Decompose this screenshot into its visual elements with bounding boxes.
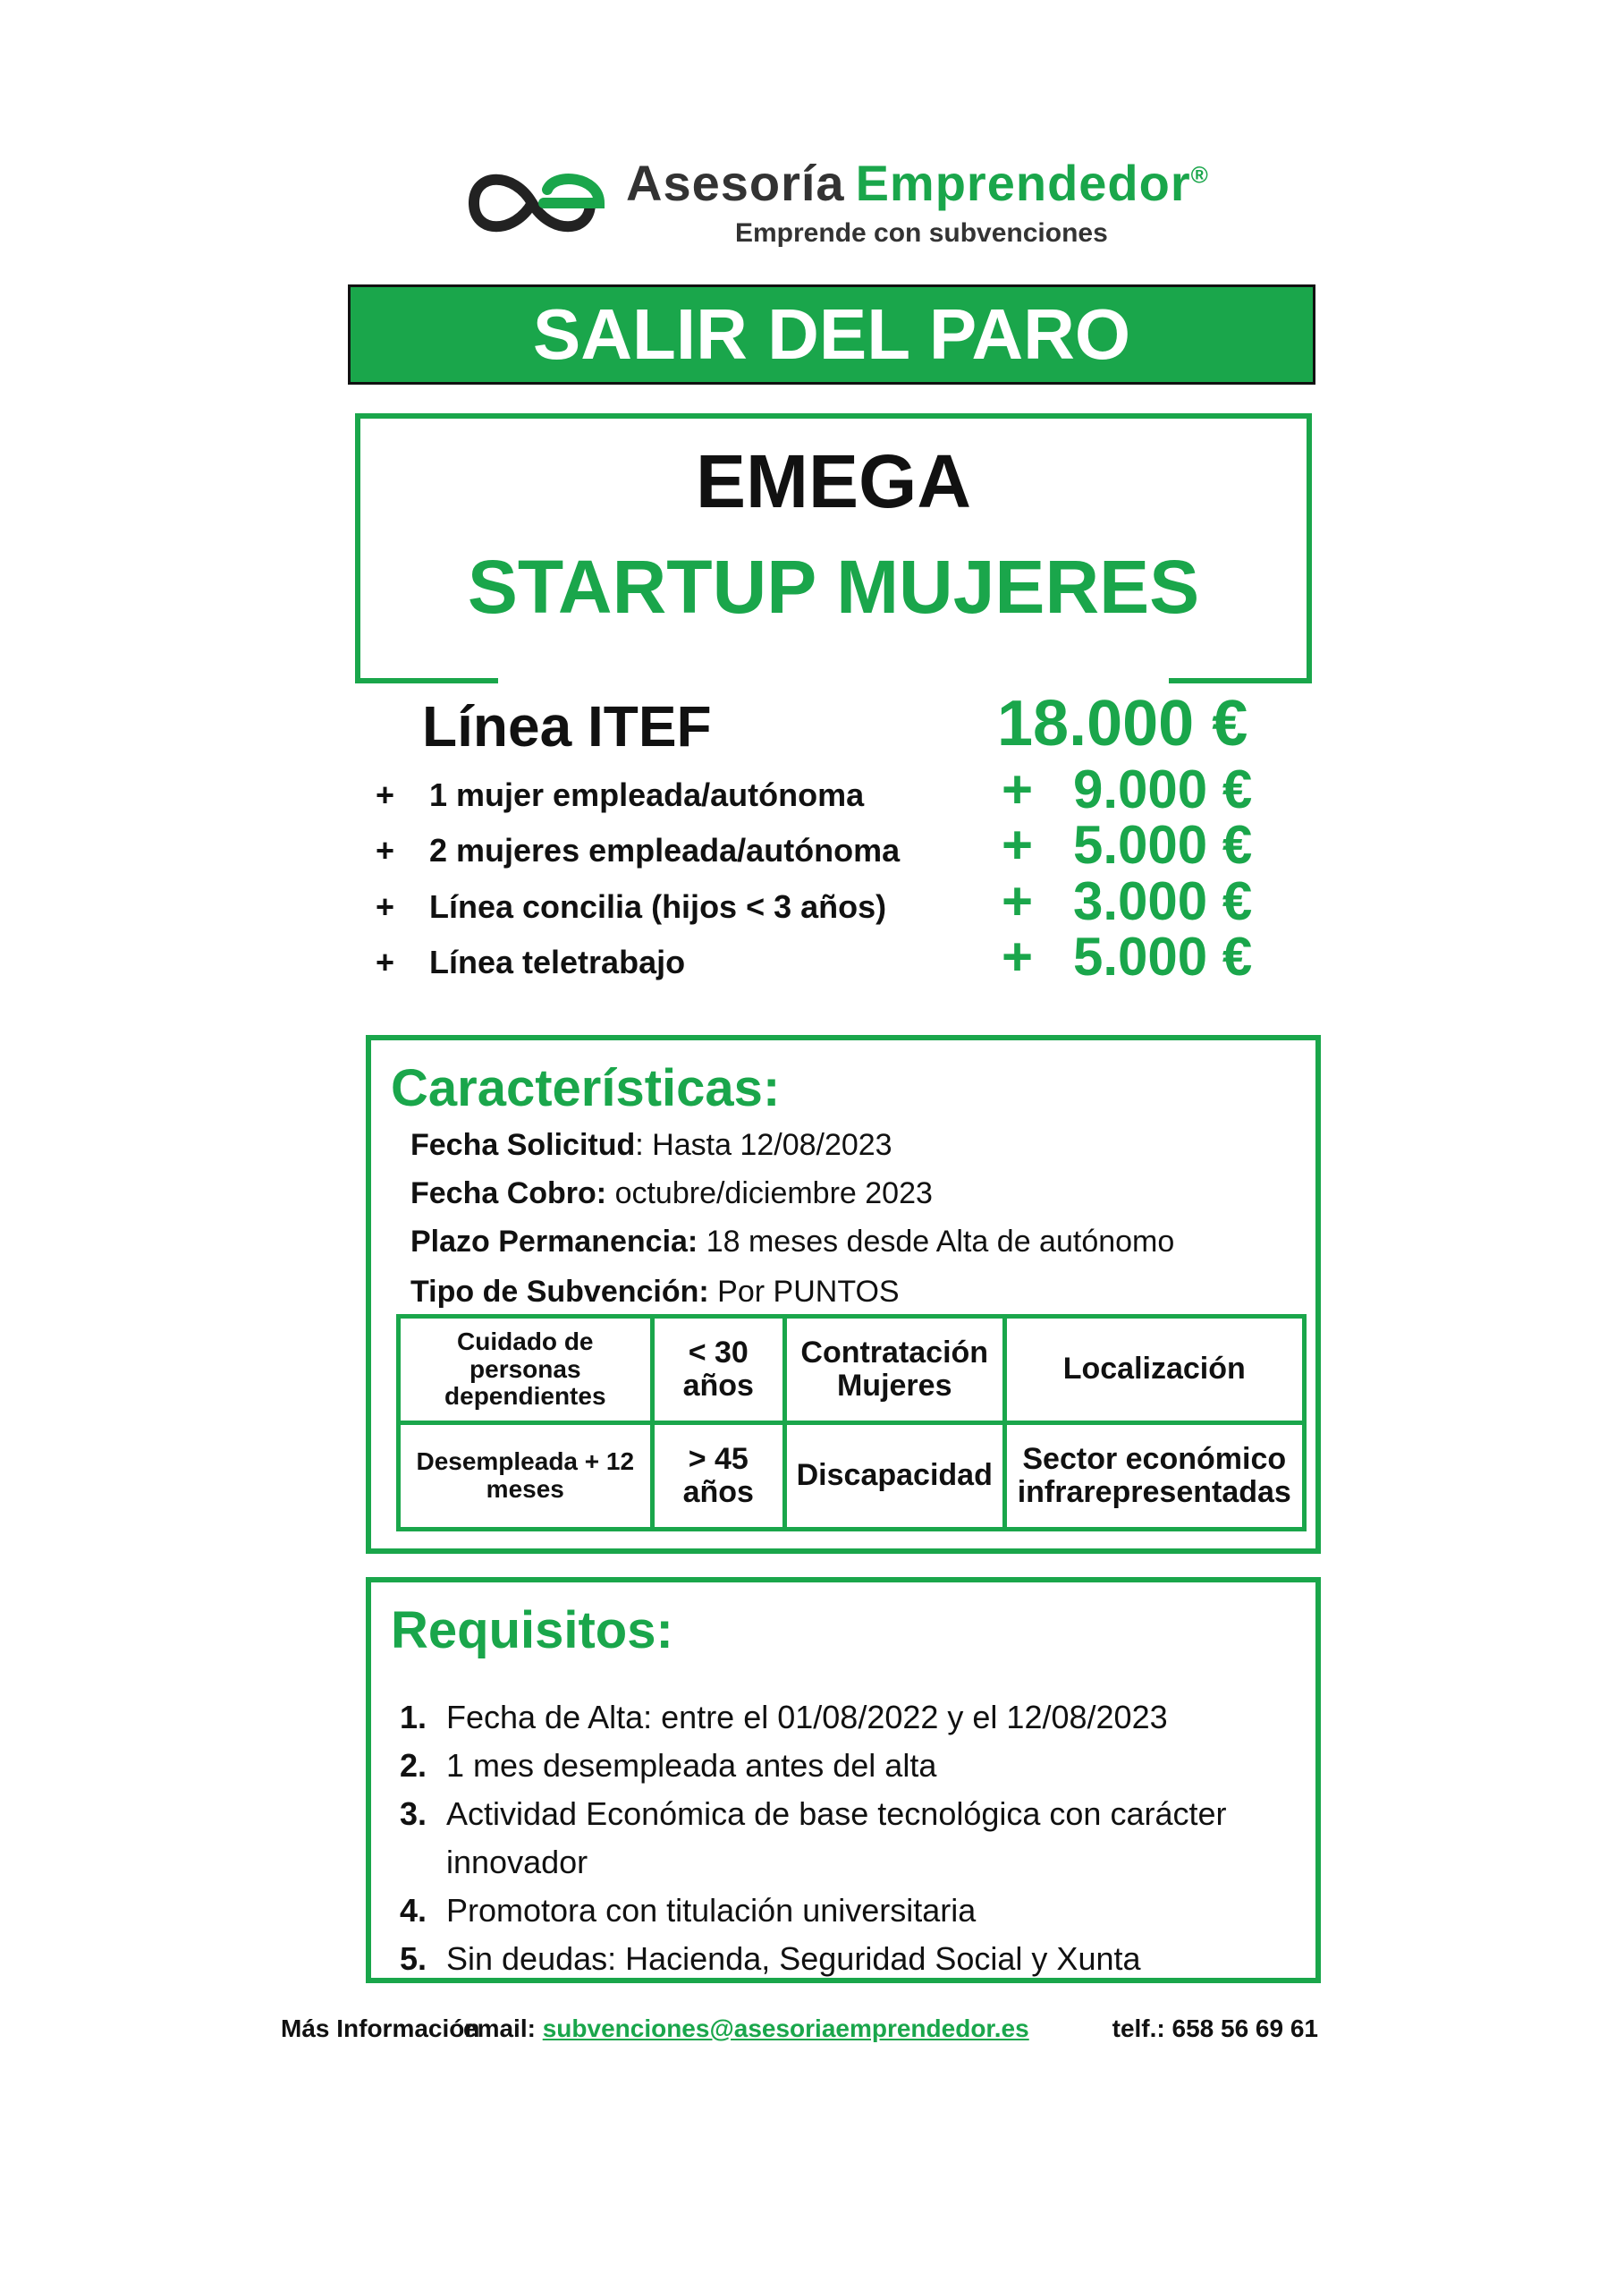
box-corner-left xyxy=(355,678,498,683)
logo-name xyxy=(626,154,1209,212)
funding-line-amount xyxy=(1002,926,1252,988)
list-number: 5. xyxy=(400,1940,427,1977)
list-text: Actividad Económica de base tecnológica con carácter innovador xyxy=(446,1795,1227,1880)
program-title-box xyxy=(355,413,1312,678)
plus-sign: + xyxy=(376,944,395,980)
phone-number: telf.: 658 56 69 61 xyxy=(1112,2014,1318,2042)
email-line xyxy=(463,2014,1029,2043)
plus-sign: + xyxy=(1002,927,1034,987)
amount-value: 5.000 € xyxy=(1073,927,1253,987)
plus-sign: + xyxy=(376,832,395,869)
email-label: email: xyxy=(463,2014,536,2042)
characteristic-item xyxy=(410,1128,892,1163)
requirements-section xyxy=(366,1577,1321,1983)
characteristic-item xyxy=(410,1275,900,1310)
list-item xyxy=(400,1887,1251,1935)
banner-title: SALIR DEL PARO xyxy=(348,284,1315,385)
funding-line-label: Línea concilia (hijos < 3 años) xyxy=(429,888,887,925)
logo-name-part2: Emprendedor xyxy=(855,155,1191,211)
list-item xyxy=(400,1742,1251,1790)
amount-value: 5.000 € xyxy=(1073,815,1253,875)
characteristics-section xyxy=(366,1035,1321,1554)
funding-line xyxy=(376,776,864,814)
characteristic-value: 18 meses desde Alta de autónomo xyxy=(698,1225,1175,1259)
criteria-cell: Cuidado de personas dependientes xyxy=(399,1317,653,1423)
funding-line-label: Línea teletrabajo xyxy=(429,944,686,980)
funding-line xyxy=(376,944,685,981)
funding-line-amount xyxy=(1002,870,1252,932)
list-number: 4. xyxy=(400,1892,427,1929)
characteristic-key: Fecha Solicitud xyxy=(410,1128,636,1162)
program-subtitle: STARTUP MUJERES xyxy=(467,545,1200,629)
funding-line xyxy=(376,832,900,869)
program-name: EMEGA xyxy=(695,439,972,523)
characteristic-key: Plazo Permanencia: xyxy=(410,1225,698,1259)
plus-sign: + xyxy=(1002,871,1034,931)
criteria-cell: Sector económico infrarepresentadas xyxy=(1004,1423,1304,1530)
criteria-cell: < 30 años xyxy=(652,1317,784,1423)
plus-sign: + xyxy=(1002,759,1034,819)
criteria-cell: Localización xyxy=(1004,1317,1304,1423)
logo-name-part1: Asesoría xyxy=(626,155,845,211)
plus-sign: + xyxy=(1002,815,1034,875)
list-number: 3. xyxy=(400,1795,427,1832)
requirements-list xyxy=(400,1693,1251,1983)
main-line-amount: 18.000 € xyxy=(997,688,1248,759)
logo-mark-icon xyxy=(465,163,608,243)
list-text: Promotora con titulación universitaria xyxy=(446,1892,977,1929)
table-row xyxy=(399,1423,1305,1530)
funding-line-amount xyxy=(1002,814,1252,876)
plus-sign: + xyxy=(376,888,395,925)
list-text: 1 mes desempleada antes del alta xyxy=(446,1747,937,1784)
criteria-cell: Contratación Mujeres xyxy=(784,1317,1004,1423)
amount-value: 3.000 € xyxy=(1073,871,1253,931)
more-info-label: Más Información xyxy=(281,2014,480,2042)
table-row xyxy=(399,1317,1305,1423)
amount-value: 9.000 € xyxy=(1073,759,1253,819)
criteria-cell: Discapacidad xyxy=(784,1423,1004,1530)
registered-mark: ® xyxy=(1190,161,1209,189)
list-item xyxy=(400,1790,1251,1887)
characteristic-key: Tipo de Subvención: xyxy=(410,1275,709,1309)
scoring-criteria-table xyxy=(396,1314,1307,1531)
brand-logo xyxy=(465,150,1209,258)
characteristic-key: Fecha Cobro: xyxy=(410,1176,607,1210)
list-item xyxy=(400,1693,1251,1742)
funding-line-label: 1 mujer empleada/autónoma xyxy=(429,776,865,813)
funding-line-label: 2 mujeres empleada/autónoma xyxy=(429,832,901,869)
list-text: Sin deudas: Hacienda, Seguridad Social y Xunta xyxy=(446,1940,1141,1977)
characteristic-item xyxy=(410,1225,1174,1260)
plus-sign: + xyxy=(376,776,395,813)
characteristic-value: octubre/diciembre 2023 xyxy=(606,1176,933,1210)
criteria-cell: Desempleada + 12 meses xyxy=(399,1423,653,1530)
list-number: 1. xyxy=(400,1699,427,1735)
logo-tagline: Emprende con subvenciones xyxy=(735,218,1108,248)
characteristics-title: Características: xyxy=(391,1059,781,1117)
main-line-label: Línea ITEF xyxy=(422,694,712,759)
characteristic-item xyxy=(410,1176,933,1211)
email-link[interactable]: subvenciones@asesoriaemprendedor.es xyxy=(542,2014,1029,2042)
characteristic-sep: : xyxy=(635,1128,644,1162)
list-text: Fecha de Alta: entre el 01/08/2022 y el 12/08/2023 xyxy=(446,1699,1168,1735)
box-corner-right xyxy=(1169,678,1312,683)
characteristic-value: Hasta 12/08/2023 xyxy=(643,1128,892,1162)
list-number: 2. xyxy=(400,1747,427,1784)
criteria-cell: > 45 años xyxy=(652,1423,784,1530)
requirements-title: Requisitos: xyxy=(391,1601,673,1659)
funding-line-amount xyxy=(1002,759,1252,820)
list-item xyxy=(400,1935,1251,1983)
funding-line xyxy=(376,888,886,926)
characteristic-value: Por PUNTOS xyxy=(708,1275,900,1309)
